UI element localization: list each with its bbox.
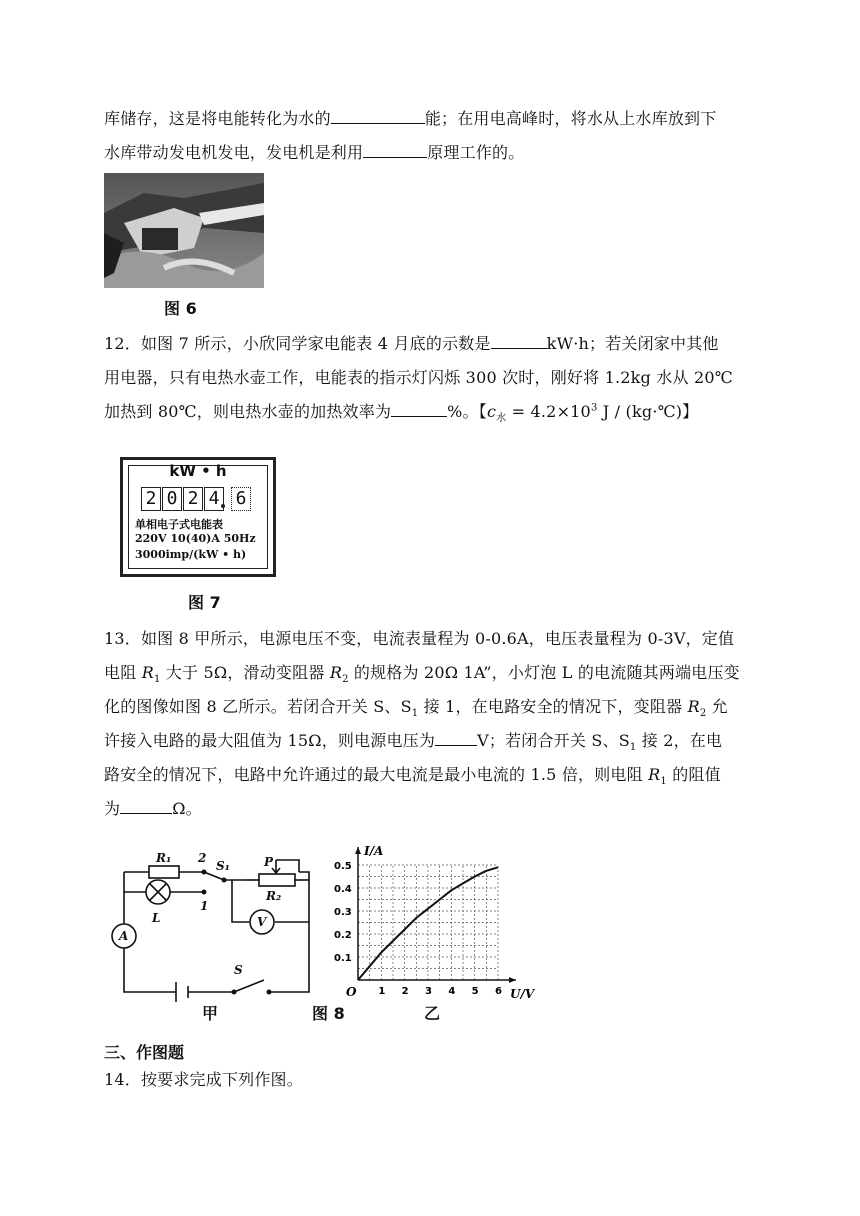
x-tick-label: 1 <box>378 986 386 997</box>
answer-blank[interactable] <box>331 109 425 124</box>
meter-digit-decimal: 6 <box>231 487 251 511</box>
label-1: 1 <box>200 899 209 913</box>
q12-line-1: 12．如图 7 所示，小欣同学家电能表 4 月底的示数是 kW·h；若关闭家中其他 <box>104 334 719 353</box>
energy-meter <box>120 457 276 577</box>
x-tick-label: 4 <box>448 986 456 997</box>
answer-blank[interactable] <box>435 731 477 746</box>
q14-line: 14．按要求完成下列作图。 <box>104 1070 303 1089</box>
y-axis-label: I/A <box>364 844 384 858</box>
section-3-title: 三、作图题 <box>104 1043 185 1062</box>
q13-line-5: 路安全的情况下，电路中允许通过的最大电流是最小电流的 1.5 倍，则电阻 $R_1$ 的阻值 <box>104 765 721 788</box>
meter-spec-1: 220V 10(40)A 50Hz <box>135 532 256 545</box>
x-tick-label: 6 <box>495 986 502 997</box>
answer-blank[interactable] <box>491 334 547 349</box>
label-r1: R₁ <box>156 851 172 865</box>
fig8-yi-label: 乙 <box>424 1004 441 1023</box>
meter-digit: 2 <box>183 487 203 511</box>
fig8-caption: 图 8 <box>312 1004 345 1023</box>
x-axis-label: U/V <box>510 987 535 1001</box>
x-tick-label: 2 <box>401 986 409 997</box>
origin-label: O <box>346 985 357 999</box>
y-axis-arrow <box>355 847 361 854</box>
label-v: V <box>257 915 267 929</box>
x-axis-arrow <box>509 977 516 983</box>
answer-blank[interactable] <box>363 143 427 158</box>
meter-spec-2: 3000imp/(kW • h) <box>135 548 247 561</box>
label-a: A <box>119 929 129 943</box>
meter-name: 单相电子式电能表 <box>135 518 223 531</box>
meter-digit: 2 <box>141 487 161 511</box>
q13-line-6: 为 Ω。 <box>104 799 202 818</box>
iu-chart <box>318 840 535 1020</box>
meter-digits <box>141 487 251 511</box>
q13-line-3: 化的图像如图 8 乙所示。若闭合开关 S、$S_1$ 接 1，在电路安全的情况下，变阻器 $R_2$ 允 <box>104 697 728 720</box>
label-l: L <box>152 911 161 925</box>
y-tick-label: 0.2 <box>334 930 352 941</box>
label-s1: S₁ <box>216 859 230 873</box>
x-tick-label: 5 <box>471 986 479 997</box>
q13-line-4: 许接入电路的最大阻值为 15Ω，则电源电压为 V；若闭合开关 S、$S_1$ 接 2，在电 <box>104 731 723 754</box>
fig6-caption: 图 6 <box>164 299 197 318</box>
x-tick-label: 3 <box>425 986 432 997</box>
fig7-caption: 图 7 <box>188 593 221 612</box>
q13-line-2: 电阻 $R_1$ 大于 5Ω，滑动变阻器 $R_2$ 的规格为 20Ω 1A”，小灯泡 L 的电流随其两端电压变 <box>104 663 740 686</box>
reservoir-photo <box>104 173 264 288</box>
q12-line-3: 加热到 80℃，则电热水壶的加热效率为 %。【$c_水 = 4.2\times 10^3$ J / (kg·℃)】 <box>104 402 699 425</box>
q13-line-1: 13．如图 8 甲所示，电源电压不变，电流表量程为 0-0.6A，电压表量程为 0-3V，定值 <box>104 629 735 648</box>
q11-line-2: 水库带动发电机发电，发电机是利用 原理工作的。 <box>104 143 525 162</box>
q12-line-2: 用电器，只有电热水壶工作，电能表的指示灯闪烁 300 次时，刚好将 1.2kg 水从 20℃ <box>104 368 733 387</box>
meter-unit: kW • h <box>169 462 227 480</box>
y-tick-label: 0.3 <box>334 907 352 918</box>
label-2: 2 <box>198 851 207 865</box>
answer-blank[interactable] <box>120 799 172 814</box>
fig8-jia-label: 甲 <box>202 1004 219 1023</box>
label-s: S <box>234 963 243 977</box>
y-tick-label: 0.4 <box>334 884 352 895</box>
circuit-diagram <box>104 842 319 1022</box>
decimal-point <box>221 504 225 508</box>
label-p: P <box>264 855 274 869</box>
y-tick-label: 0.5 <box>334 861 352 872</box>
meter-digit: 4 <box>204 487 224 511</box>
answer-blank[interactable] <box>391 402 447 417</box>
label-r2: R₂ <box>266 889 282 903</box>
q11-line-1: 库储存，这是将电能转化为水的 能；在用电高峰时，将水从上水库放到下 <box>104 109 717 128</box>
y-tick-label: 0.1 <box>334 953 352 964</box>
meter-digit: 0 <box>162 487 182 511</box>
